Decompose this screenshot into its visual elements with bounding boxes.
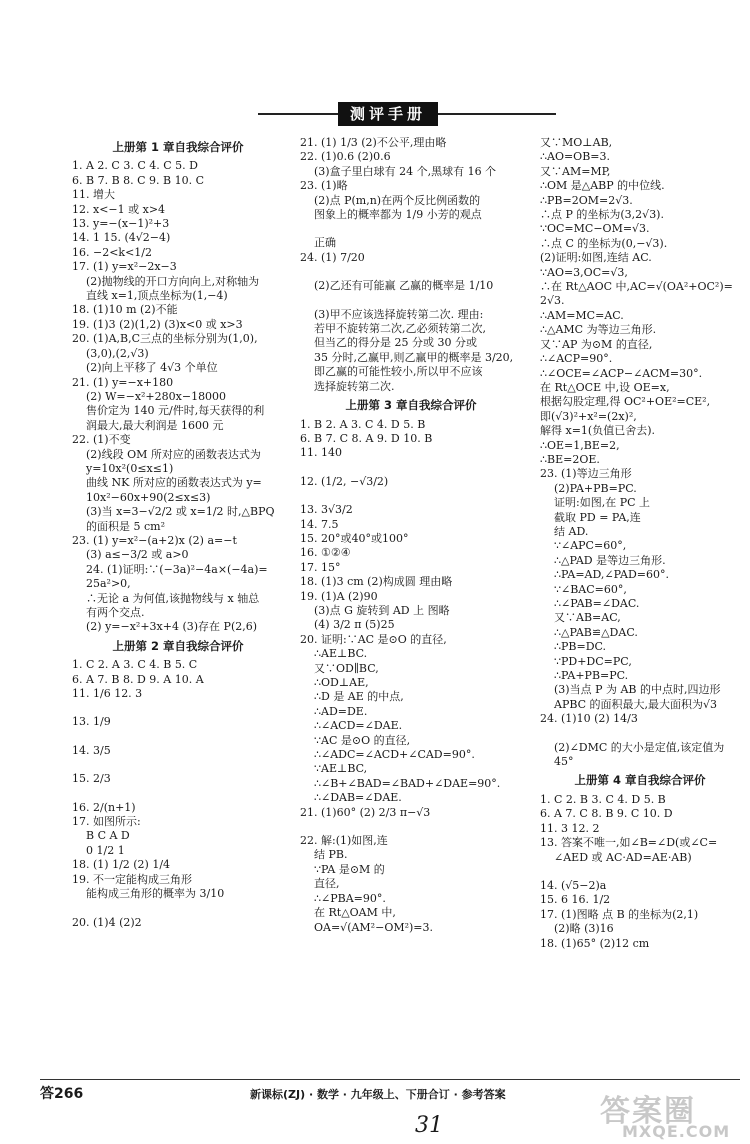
answer-line: 12. (1/2, −√3/2): [300, 474, 389, 488]
answer-line: 15. 2/3: [72, 772, 111, 786]
answer-line: (2)∠DMC 的大小是定值,该定值为: [554, 740, 725, 754]
answer-line: ∴AD=DE.: [314, 704, 368, 718]
answer-line: ∴∠B+∠BAD=∠BAD+∠DAE=90°.: [314, 776, 501, 790]
answer-line: 证明:如图,在 PC 上: [554, 496, 651, 510]
answer-line: ∵AE⊥BC,: [314, 762, 368, 776]
answer-line: 16. ①②④: [300, 546, 351, 560]
answer-line: (3)盒子里白球有 24 个,黑球有 16 个: [314, 164, 497, 178]
answer-column-2: [300, 136, 522, 935]
answer-line: 21. (1) y=−x+180: [72, 375, 174, 389]
answer-line: [540, 727, 740, 741]
page-code: 答266: [40, 1086, 84, 1102]
answer-line: ∴∠OCE=∠ACP−∠ACM=30°.: [540, 366, 703, 380]
answer-line: 图象上的概率都为 1/9 小芳的观点: [314, 208, 482, 222]
section-header: [258, 102, 556, 126]
answer-column-1: [72, 136, 284, 930]
watermark-logo: [600, 1086, 740, 1144]
answer-line: 即(√3)²+x²=(2x)²,: [540, 409, 637, 423]
answer-line: 又∵AB=AC,: [554, 611, 621, 625]
answer-line: ∴PA=AD,∠PAD=60°.: [554, 568, 670, 582]
answer-line: 售价定为 140 元/件时,每天获得的利: [86, 404, 265, 418]
answer-line: 17. 15°: [300, 560, 341, 574]
answer-line: 14. 3/5: [72, 743, 111, 757]
answer-line: ∴OD⊥AE,: [314, 676, 369, 689]
answer-line: B C A D: [86, 829, 130, 843]
answer-line: ∴AO=OB=3.: [540, 150, 610, 164]
answer-line: ∵∠BAC=60°,: [554, 582, 627, 596]
answer-line: 在 Rt△OCE 中,设 OE=x,: [540, 380, 670, 394]
answer-line: ∴∠DAB=∠DAE.: [314, 791, 402, 805]
answer-line: (2)抛物线的开口方向向上,对称轴为: [86, 274, 260, 288]
answer-line: [300, 222, 522, 236]
answer-line: ∠AED 或 AC·AD=AE·AB): [554, 850, 692, 864]
answer-line: 18. (1)10 m (2)不能: [72, 303, 178, 317]
answer-line: 6. A 7. C 8. B 9. C 10. D: [540, 807, 673, 821]
answer-line: ∵AO=3,OC=√3,: [540, 265, 628, 279]
answer-line: 14. 7.5: [300, 517, 339, 531]
answer-line: 6. B 7. C 8. A 9. D 10. B: [300, 431, 433, 445]
answer-line: 1. A 2. C 3. C 4. C 5. D: [72, 159, 198, 173]
answer-line: [300, 820, 522, 834]
answer-line: 14. 1 15. (4√2−4): [72, 231, 171, 245]
answer-line: 10x²−60x+90(2≤x≤3): [86, 490, 211, 504]
answer-line: (2) y=−x²+3x+4 (3)存在 P(2,6): [86, 620, 258, 634]
answer-line: 13. 答案不唯一,如∠B=∠D(或∠C=: [540, 836, 718, 850]
answer-line: ∴BE=2OE.: [540, 452, 600, 466]
answer-line: 的面积是 5 cm²: [86, 519, 165, 533]
answer-line: 润最大,最大利润是 1600 元: [86, 418, 224, 432]
answer-line: (3) a≤−3/2 或 a>0: [86, 548, 189, 562]
answer-line: 直线 x=1,顶点坐标为(1,−4): [86, 289, 228, 303]
watermark-url: MXQE.COM: [622, 1122, 731, 1141]
answer-line: 22. (1)不变: [72, 433, 131, 447]
answer-line: (2)证明:如图,连结 AC.: [540, 251, 652, 265]
answer-line: ∵∠APC=60°,: [554, 539, 627, 553]
answer-line: 18. (1)3 cm (2)构成圆 理由略: [300, 575, 453, 589]
answer-line: 解得 x=1(负值已舍去).: [540, 424, 655, 438]
answer-line: ∴PB=2OM=2√3.: [540, 193, 633, 207]
answer-line: 0 1/2 1: [86, 843, 125, 857]
answer-line: 11. 1/6 12. 3: [72, 687, 143, 701]
answer-line: (3)当点 P 为 AB 的中点时,四边形: [554, 683, 721, 697]
answer-line: [300, 489, 522, 503]
answer-line: ∵PA 是⊙M 的: [314, 862, 385, 876]
section-title: 上册第 2 章自我综合评价: [112, 638, 244, 653]
answer-line: 20. 证明:∵AC 是⊙O 的直径,: [300, 632, 447, 646]
section-title: 上册第 1 章自我综合评价: [112, 140, 244, 154]
answer-line: [300, 461, 522, 475]
answer-line: [300, 265, 522, 279]
answer-line: ∴在 Rt△AOC 中,AC=√(OA²+OC²)=: [540, 280, 733, 294]
answer-line: APBC 的面积最大,最大面积为√3: [554, 697, 718, 711]
handwritten-page-number: 31: [415, 1113, 443, 1138]
answer-line: ∴AE⊥BC.: [314, 647, 368, 661]
answer-line: 12. x<−1 或 x>4: [72, 202, 166, 216]
answer-line: (3,0),(2,√3): [86, 346, 149, 360]
answer-line: 1. C 2. A 3. C 4. B 5. C: [72, 658, 198, 672]
answer-line: (2)点 P(m,n)在两个反比例函数的: [314, 193, 481, 207]
answer-line: 曲线 NK 所对应的函数表达式为 y=: [86, 476, 262, 490]
answer-line: ∴∠PBA=90°.: [314, 891, 386, 905]
answer-line: 23. (1)等边三角形: [540, 467, 632, 481]
answer-line: y=10x²(0≤x≤1): [86, 461, 174, 475]
answer-line: ∴点 C 的坐标为(0,−√3).: [540, 236, 668, 250]
answer-line: 2√3.: [540, 294, 565, 308]
answer-line: 20. (1)4 (2)2: [72, 915, 142, 929]
answer-line: 16. 2/(n+1): [72, 800, 136, 814]
answer-line: 1. B 2. A 3. C 4. D 5. B: [300, 417, 426, 431]
answer-line: [72, 701, 284, 715]
answer-line: 45°: [554, 755, 574, 769]
answer-line: (3)点 G 旋转到 AD 上 图略: [314, 603, 450, 617]
answer-line: 但当乙的得分是 25 分或 30 分或: [314, 336, 477, 350]
answer-line: [72, 758, 284, 772]
answer-line: 19. 不一定能构成三角形: [72, 872, 192, 886]
answer-line: 22. 解:(1)如图,连: [300, 834, 388, 848]
answer-line: 又∵OD∥BC,: [314, 661, 379, 675]
watermark-text: 答案圈: [600, 1094, 696, 1129]
answer-column-3: [540, 136, 740, 951]
answer-line: 18. (1) 1/2 (2) 1/4: [72, 858, 171, 872]
answer-line: ∵OC=MC−OM=√3.: [540, 222, 650, 236]
answer-line: ∴AM=MC=AC.: [540, 308, 624, 322]
answer-line: 11. 增大: [72, 188, 115, 202]
answer-line: 35 分时,乙赢甲,则乙赢甲的概率是 3/20,: [314, 350, 514, 364]
answer-line: 直径,: [314, 877, 340, 891]
answer-line: 21. (1)60° (2) 2/3 π−√3: [300, 805, 431, 819]
answer-line: 11. 140: [300, 446, 342, 460]
answer-line: 17. (1)图略 点 B 的坐标为(2,1): [540, 907, 699, 921]
answer-line: 选择旋转第二次.: [314, 379, 395, 393]
footer-rule: [40, 1079, 740, 1080]
answer-line: [300, 294, 522, 308]
answer-line: 16. −2<k<1/2: [72, 245, 153, 259]
answer-line: 1. C 2. B 3. C 4. D 5. B: [540, 792, 666, 806]
answer-line: [72, 787, 284, 801]
answer-line: 15. 20°或40°或100°: [300, 531, 409, 545]
answer-line: OA=√(AM²−OM²)=3.: [314, 920, 434, 934]
answer-line: ∴PA+PB=PC.: [554, 669, 629, 683]
answer-line: 24. (1)10 (2) 14/3: [540, 712, 638, 726]
answer-line: 23. (1)略: [300, 179, 348, 193]
answer-line: ∴△AMC 为等边三角形.: [540, 323, 657, 337]
answer-line: ∴∠ADC=∠ACD+∠CAD=90°.: [314, 748, 475, 762]
answer-line: 19. (1)3 (2)(1,2) (3)x<0 或 x>3: [72, 317, 243, 331]
section-title: 上册第 4 章自我综合评价: [574, 773, 706, 788]
answer-line: 14. (√5−2)a: [540, 878, 607, 892]
answer-line: 25a²>0,: [86, 577, 131, 591]
answer-line: 18. (1)65° (2)12 cm: [540, 936, 650, 950]
book-title: 新课标(ZJ) · 数学 · 九年级上、下册合订 · 参考答案: [250, 1088, 506, 1101]
answer-line: ∴△PAD 是等边三角形.: [554, 553, 666, 567]
answer-line: 结 PB.: [314, 848, 348, 862]
answer-line: ∴△PAB≌△DAC.: [554, 625, 638, 639]
header-title: 测评手册: [338, 102, 438, 126]
answer-line: ∴OM 是△ABP 的中位线.: [540, 179, 665, 193]
answer-line: [72, 730, 284, 744]
answer-line: 能构成三角形的概率为 3/10: [86, 887, 225, 901]
answer-line: 13. y=−(x−1)²+3: [72, 217, 170, 231]
answer-line: 在 Rt△OAM 中,: [314, 906, 396, 920]
answer-line: 20. (1)A,B,C三点的坐标分别为(1,0),: [72, 332, 258, 346]
answer-line: 21. (1) 1/3 (2)不公平,理由略: [300, 136, 447, 149]
answer-line: 6. B 7. B 8. C 9. B 10. C: [72, 173, 205, 187]
answer-line: 11. 3 12. 2: [540, 821, 600, 835]
answer-line: (2)乙还有可能赢 乙赢的概率是 1/10: [314, 279, 494, 293]
answer-line: 23. (1) y=x²−(a+2)x (2) a=−t: [72, 533, 237, 547]
answer-line: (2)线段 OM 所对应的函数表达式为: [86, 447, 261, 461]
answer-line: [72, 902, 284, 916]
answer-line: 又∵AM=MP,: [540, 164, 611, 178]
answer-line: ∴∠PAB=∠DAC.: [554, 597, 640, 610]
answer-line: 即乙赢的可能性较小,所以甲不应该: [314, 365, 483, 379]
answer-line: 根据勾股定理,得 OC²+OE²=CE²,: [540, 395, 711, 409]
answer-line: 有两个交点.: [86, 606, 145, 619]
answer-line: (3)甲不应该选择旋转第二次. 理由:: [314, 307, 484, 321]
answer-line: 13. 1/9: [72, 715, 111, 729]
answer-line: (4) 3/2 π (5)25: [314, 618, 395, 632]
answer-line: ∴PB=DC.: [554, 640, 607, 654]
answer-line: 17. 如图所示:: [72, 815, 141, 829]
answer-line: 正确: [314, 236, 336, 250]
answer-line: [540, 865, 740, 879]
answer-line: ∴∠ACD=∠DAE.: [314, 719, 403, 733]
answer-line: (3)当 x=3−√2/2 或 x=1/2 时,△BPQ: [86, 505, 275, 519]
answer-line: ∵PD+DC=PC,: [554, 654, 632, 668]
answer-line: ∴∠ACP=90°.: [540, 352, 613, 366]
answer-line: (2)略 (3)16: [554, 922, 614, 936]
answer-line: (2) W=−x²+280x−18000: [86, 389, 227, 403]
section-title: 上册第 3 章自我综合评价: [345, 398, 477, 413]
answer-line: 22. (1)0.6 (2)0.6: [300, 150, 391, 164]
answer-line: 24. (1) 7/20: [300, 250, 365, 264]
answer-line: 若甲不旋转第二次,乙必须转第二次,: [314, 322, 486, 336]
answer-line: ∴点 P 的坐标为(3,2√3).: [540, 208, 664, 222]
answer-line: 24. (1)证明:∵(−3a)²−4a×(−4a)=: [86, 562, 268, 576]
answer-line: 15. 6 16. 1/2: [540, 893, 611, 907]
answer-line: 17. (1) y=x²−2x−3: [72, 260, 177, 274]
answer-line: 6. A 7. B 8. D 9. A 10. A: [72, 672, 204, 686]
answer-line: 又∵MO⊥AB,: [540, 136, 613, 149]
answer-line: 19. (1)A (2)90: [300, 589, 378, 603]
answer-line: 13. 3√3/2: [300, 503, 353, 517]
answer-line: ∴OE=1,BE=2,: [540, 438, 620, 452]
answer-line: ∴无论 a 为何值,该抛物线与 x 轴总: [86, 591, 260, 605]
answer-line: ∴D 是 AE 的中点,: [314, 690, 404, 704]
answer-line: 结 AD.: [554, 524, 589, 538]
answer-line: 又∵AP 为⊙M 的直径,: [540, 337, 653, 351]
answer-line: (2)向上平移了 4√3 个单位: [86, 361, 218, 375]
answer-line: ∵AC 是⊙O 的直径,: [314, 733, 411, 747]
answer-line: (2)PA+PB=PC.: [554, 481, 637, 495]
answer-line: 截取 PD = PA,连: [554, 510, 641, 524]
